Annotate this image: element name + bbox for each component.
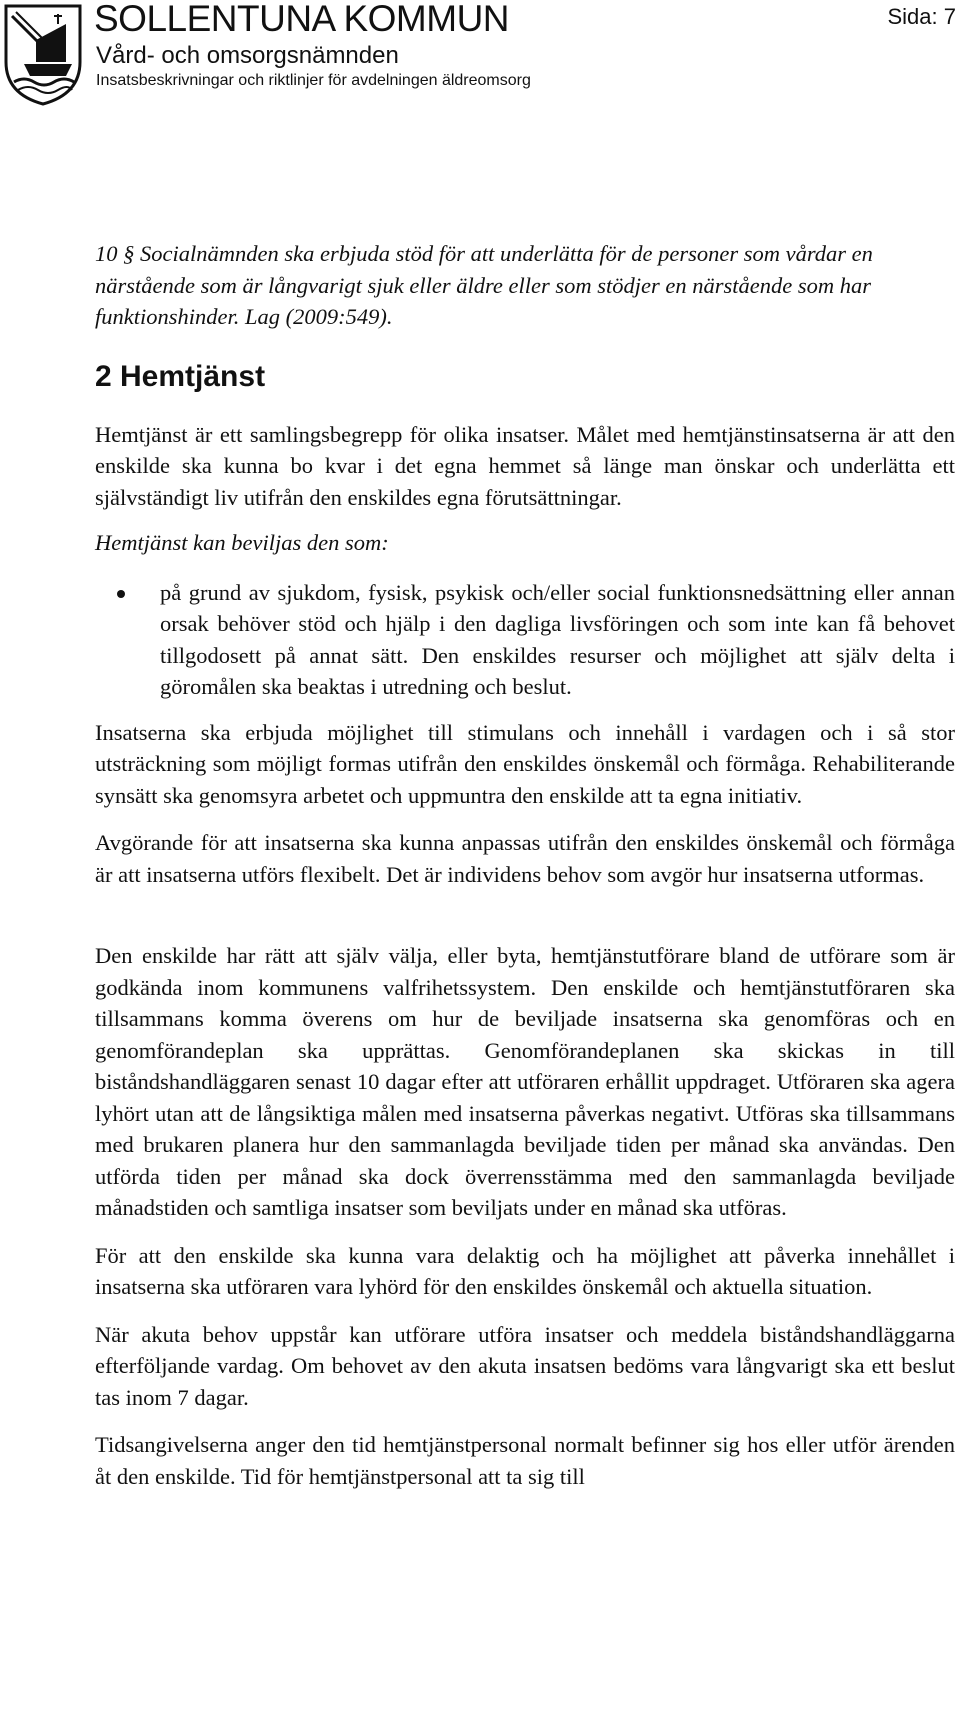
section-heading: 2 Hemtjänst [95,359,266,393]
municipality-crest-icon [2,2,84,106]
paragraph-provider-choice: Den enskilde har rätt att själv välja, eller byta, hemtjänstutförare bland de utförare som är godkända inom kommunens valfrihetssystem. Den enskilde och hemtjänstutföraren ska tillsammans komma överens om hur de beviljade insatserna ska genomföras och en genomförandeplan ska upprättas. Genomförandeplanen ska skickas in till biståndshandläggaren senast 10 dagar efter att utföraren erhållit uppdraget. Utföraren ska agera lyhört utan att de långsiktiga målen med insatserna påverkas negativt. Utföras ska tillsammans med brukaren planera hur den sammanlagda beviljade tiden per månad ska användas. Den utförda tiden per månad ska dock överrensstämma med den sammanlagda beviljade månadstiden och samtliga insatser som beviljats under en månad ska utföras. [95,943,955,1220]
document-header [0,0,960,110]
paragraph-flexibility: Avgörande för att insatserna ska kunna anpassas utifrån den enskildes önskemål och förmåga är att insatserna utförs flexibelt. Det är individens behov som avgör hur insatserna utformas. [95,830,955,887]
paragraph-time-specifications: Tidsangivelserna anger den tid hemtjänstpersonal normalt befinner sig hos eller utför ärenden åt den enskilde. Tid för hemtjänstpersonal att ta sig till [95,1432,955,1489]
eligibility-list [95,577,955,703]
list-item [117,577,955,703]
list-item-text: på grund av sjukdom, fysisk, psykisk och/eller social funktionsnedsättning eller annan orsak behöver stöd och hjälp i den dagliga livsföringen och som inte kan få behovet tillgodosett på annat sätt. Den enskildes resurser och möjlighet att själv delta i göromålen ska beaktas i utredning och beslut. [160,579,955,699]
page-number: Sida: 7 [887,4,956,29]
law-quote: 10 § Socialnämnden ska erbjuda stöd för att underlätta för de personer som vårdar en närstående som är långvarigt sjuk eller äldre eller som stödjer en närstående som har funktionshinder. Lag (2009:549). [95,241,873,329]
bullet-icon [117,590,125,598]
eligibility-lead: Hemtjänst kan beviljas den som: [95,530,389,555]
paragraph-urgent-needs: När akuta behov uppstår kan utförare utföra insatser och meddela biståndshandläggarna efterföljande vardag. Om behovet av den akuta insatsen bedöms vara långvarigt ska ett beslut tas inom 7 dagar. [95,1321,955,1410]
organization-name: SOLLENTUNA KOMMUN [94,0,510,39]
intro-paragraph: Hemtjänst är ett samlingsbegrepp för olika insatser. Målet med hemtjänstinsatserna är att den enskilde ska kunna bo kvar i det egna hemmet så länge man önskar och underlätta ett självständigt liv utifrån den enskildes egna förutsättningar. [95,421,955,510]
document-body [95,238,955,1508]
paragraph-participation: För att den enskilde ska kunna vara delaktig och ha möjlighet att påverka innehållet i insatserna ska utföraren vara lyhörd för den enskildes önskemål och aktuella situation. [95,1242,955,1299]
paragraph-stimulation: Insatserna ska erbjuda möjlighet till stimulans och innehåll i vardagen och i så stor utsträckning som möjligt formas utifrån den enskildes önskemål och förmåga. Rehabiliterande synsätt ska genomsyra arbetet och uppmuntra den enskilde att ta egna initiativ. [95,719,955,808]
document-title: Insatsbeskrivningar och riktlinjer för avdelningen äldreomsorg [96,72,531,89]
committee-name: Vård- och omsorgsnämnden [96,42,399,69]
